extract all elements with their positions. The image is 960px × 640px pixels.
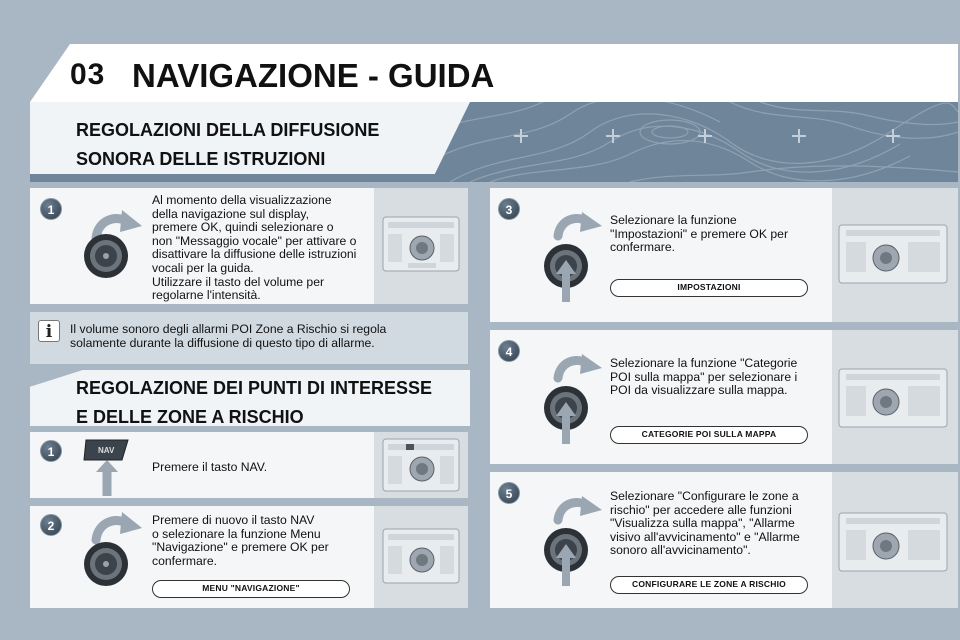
text-line: visivo all'avvicinamento" e "Allarme — [610, 529, 800, 544]
text-line: "Navigazione" e premere OK per — [152, 540, 329, 555]
nav-button-label: NAV — [98, 446, 115, 455]
info-text — [70, 323, 460, 350]
section1-heading — [76, 116, 379, 174]
section1-step1-text — [152, 194, 372, 303]
step-badge: 3 — [498, 198, 520, 220]
text-line: Premere di nuovo il tasto NAV — [152, 513, 315, 527]
push-arrow-icon — [536, 496, 616, 588]
text-line: confermare. — [152, 553, 218, 568]
step5-text — [610, 490, 820, 558]
text-line: "Visualizza sulla mappa", "Allarme — [610, 516, 795, 531]
section2-heading-line2: E DELLE ZONE A RISCHIO — [76, 407, 304, 427]
text-line: vocali per la guida. — [152, 260, 254, 275]
push-arrow-icon — [536, 354, 616, 446]
rotate-arrow-icon — [76, 206, 156, 296]
push-knob-illustration — [536, 354, 616, 451]
step3-text — [610, 214, 820, 255]
text-line: Il volume sonoro degli allarmi POI Zone a Rischio si regola — [70, 322, 387, 336]
rotate-knob-illustration — [76, 510, 156, 607]
text-line: disattivare la diffusione delle istruzioni — [152, 247, 357, 262]
step-badge: 1 — [40, 440, 62, 462]
text-line: Selezionare la funzione — [610, 213, 737, 227]
text-line: o selezionare la funzione Menu — [152, 526, 321, 541]
section2-step2-text — [152, 514, 372, 568]
radio-unit-illustration — [838, 224, 948, 289]
info-icon: i — [38, 320, 60, 342]
rotate-arrow-icon — [76, 510, 156, 602]
rotate-knob-illustration — [76, 206, 156, 301]
radio-unit-illustration — [382, 528, 460, 589]
section2-heading-line1: REGOLAZIONE DEI PUNTI DI INTERESSE — [76, 378, 433, 398]
radio-unit-illustration — [382, 216, 460, 277]
categorie-poi-pill: CATEGORIE POI SULLA MAPPA — [610, 426, 808, 444]
push-knob-illustration — [536, 212, 616, 309]
step4-text — [610, 357, 820, 398]
text-line: della navigazione sul display, — [152, 206, 309, 221]
chapter-number: 03 — [70, 58, 106, 91]
impostazioni-pill: IMPOSTAZIONI — [610, 279, 808, 297]
step-badge: 1 — [40, 198, 62, 220]
text-line: Al momento della visualizzazione — [152, 193, 332, 207]
radio-unit-illustration — [838, 512, 948, 577]
section2-heading — [76, 374, 432, 432]
push-arrow-icon — [536, 212, 616, 304]
text-line: POI sulla mappa" per selezionare i — [610, 369, 798, 384]
configurare-zone-pill: CONFIGURARE LE ZONE A RISCHIO — [610, 576, 808, 594]
text-line: Selezionare la funzione "Categorie — [610, 356, 798, 370]
text-line: sonoro all'avvicinamento". — [610, 543, 751, 558]
text-line: rischio" per accedere alle funzioni — [610, 502, 792, 517]
push-knob-illustration — [536, 496, 616, 593]
section1-heading-line2: SONORA DELLE ISTRUZIONI — [76, 149, 326, 169]
step-badge: 5 — [498, 482, 520, 504]
text-line: confermare. — [610, 240, 676, 255]
text-line: "Impostazioni" e premere OK per — [610, 226, 788, 241]
menu-navigazione-pill: MENU "NAVIGAZIONE" — [152, 580, 350, 598]
section1-heading-line1: REGOLAZIONI DELLA DIFFUSIONE — [76, 120, 380, 140]
text-line: regolarne l'intensità. — [152, 288, 261, 303]
step-badge: 2 — [40, 514, 62, 536]
header-corner — [30, 44, 70, 102]
text-line: Utilizzare il tasto del volume per — [152, 274, 325, 289]
text-line: solamente durante la diffusione di questo tipo di allarme. — [70, 335, 375, 350]
radio-unit-illustration — [838, 368, 948, 433]
text-line: non "Messaggio vocale" per attivare o — [152, 233, 357, 248]
step-badge: 4 — [498, 340, 520, 362]
section2-step1-text: Premere il tasto NAV. — [152, 460, 268, 474]
text-line: Selezionare "Configurare le zone a — [610, 489, 799, 503]
radio-unit-illustration — [382, 438, 460, 497]
text-line: premere OK, quindi selezionare o — [152, 220, 334, 235]
text-line: POI da visualizzare sulla mappa. — [610, 383, 788, 398]
page-title: NAVIGAZIONE - GUIDA — [132, 57, 495, 94]
